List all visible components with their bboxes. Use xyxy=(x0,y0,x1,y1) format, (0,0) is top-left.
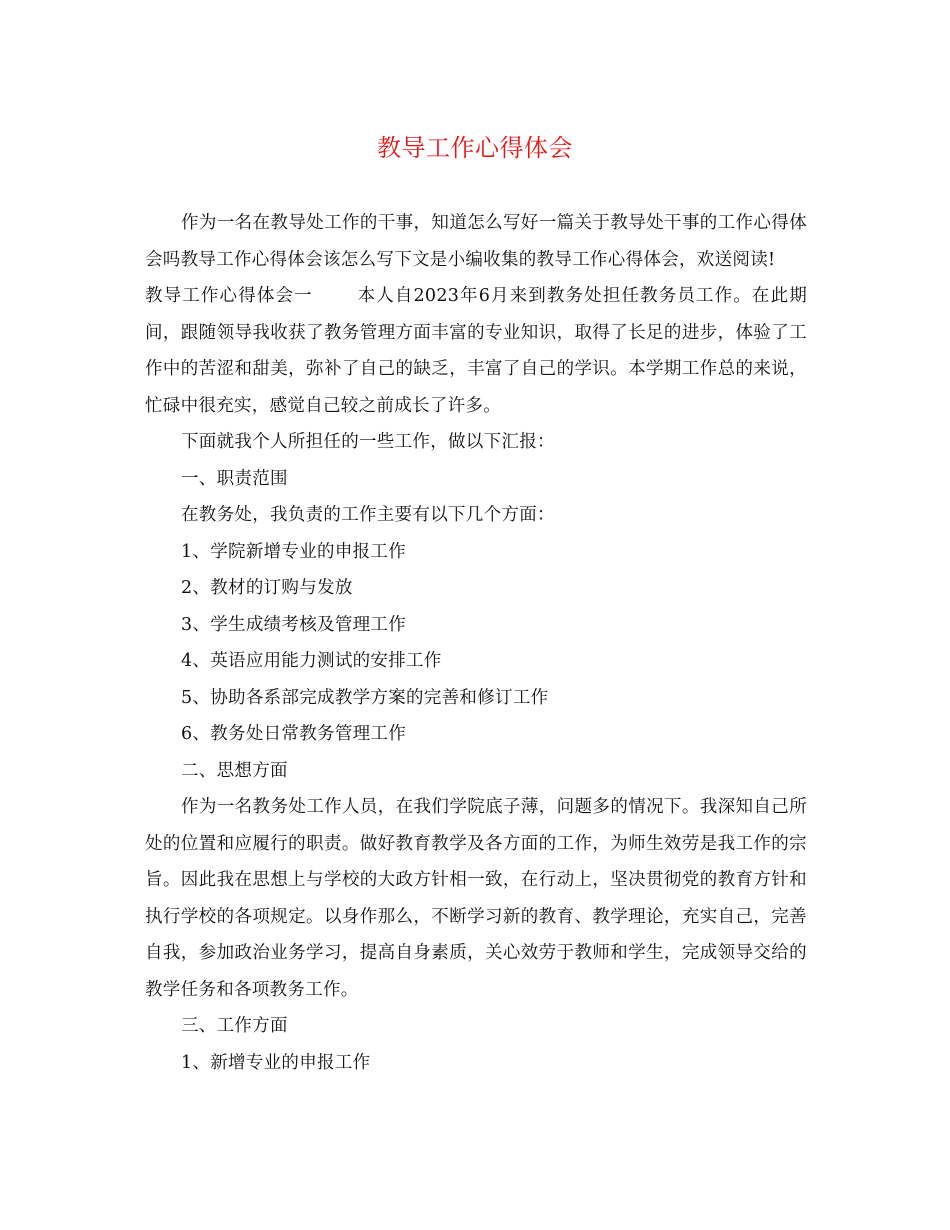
report-intro: 下面就我个人所担任的一些工作，做以下汇报： xyxy=(181,432,555,452)
heading-work: 三、工作方面 xyxy=(181,1016,288,1036)
duty-item: 4、英语应用能力测试的安排工作 xyxy=(181,651,442,671)
duty-item: 6、教务处日常教务管理工作 xyxy=(181,724,407,744)
work-item: 1、新增专业的申报工作 xyxy=(181,1052,371,1073)
heading-thought: 二、思想方面 xyxy=(181,760,288,781)
duties-intro: 在教务处，我负责的工作主要有以下几个方面： xyxy=(181,505,555,525)
duty-item: 5、协助各系部完成教学方案的完善和修订工作 xyxy=(181,687,549,708)
section-first-paragraph: 本人自2023年6月来到教务处担任教务员工作。在此期间，跟随领导我收获了教务管理方面丰富的专业知识，取得了长足的进步，体验了工作中的苦涩和甜美，弥补了自己的缺乏，丰富了自己的学识。本学期工作总的来说，忙碌中很充实，感觉自己较之前成长了许多。 xyxy=(145,286,808,416)
document-body xyxy=(145,205,807,1081)
document-title: 教导工作心得体会 xyxy=(377,134,573,162)
intro-paragraph: 作为一名在教导处工作的干事，知道怎么写好一篇关于教导处干事的工作心得体会吗教导工作心得体会该怎么写下文是小编收集的教导工作心得体会，欢送阅读! xyxy=(145,213,807,270)
section-label: 教导工作心得体会一 xyxy=(145,286,313,306)
thought-paragraph: 作为一名教务处工作人员，在我们学院底子薄，问题多的情况下。我深知自己所处的位置和应履行的职责。做好教育教学及各方面的工作，为师生效劳是我工作的宗旨。因此我在思想上与学校的大政方针相一致，在行动上，坚决贯彻党的教育方针和执行学校的各项规定。以身作那么，不断学习新的教育、教学理论，充实自己，完善自我，参加政治业务学习，提高自身素质，关心效劳于教师和学生，完成领导交给的教学任务和各项教务工作。 xyxy=(145,797,807,1000)
duty-item: 3、学生成绩考核及管理工作 xyxy=(181,614,407,635)
heading-duties: 一、职责范围 xyxy=(181,468,288,489)
duty-item: 1、学院新增专业的申报工作 xyxy=(181,541,407,562)
section-one-paragraph xyxy=(145,278,807,424)
duty-item: 2、教材的订购与发放 xyxy=(181,578,353,598)
